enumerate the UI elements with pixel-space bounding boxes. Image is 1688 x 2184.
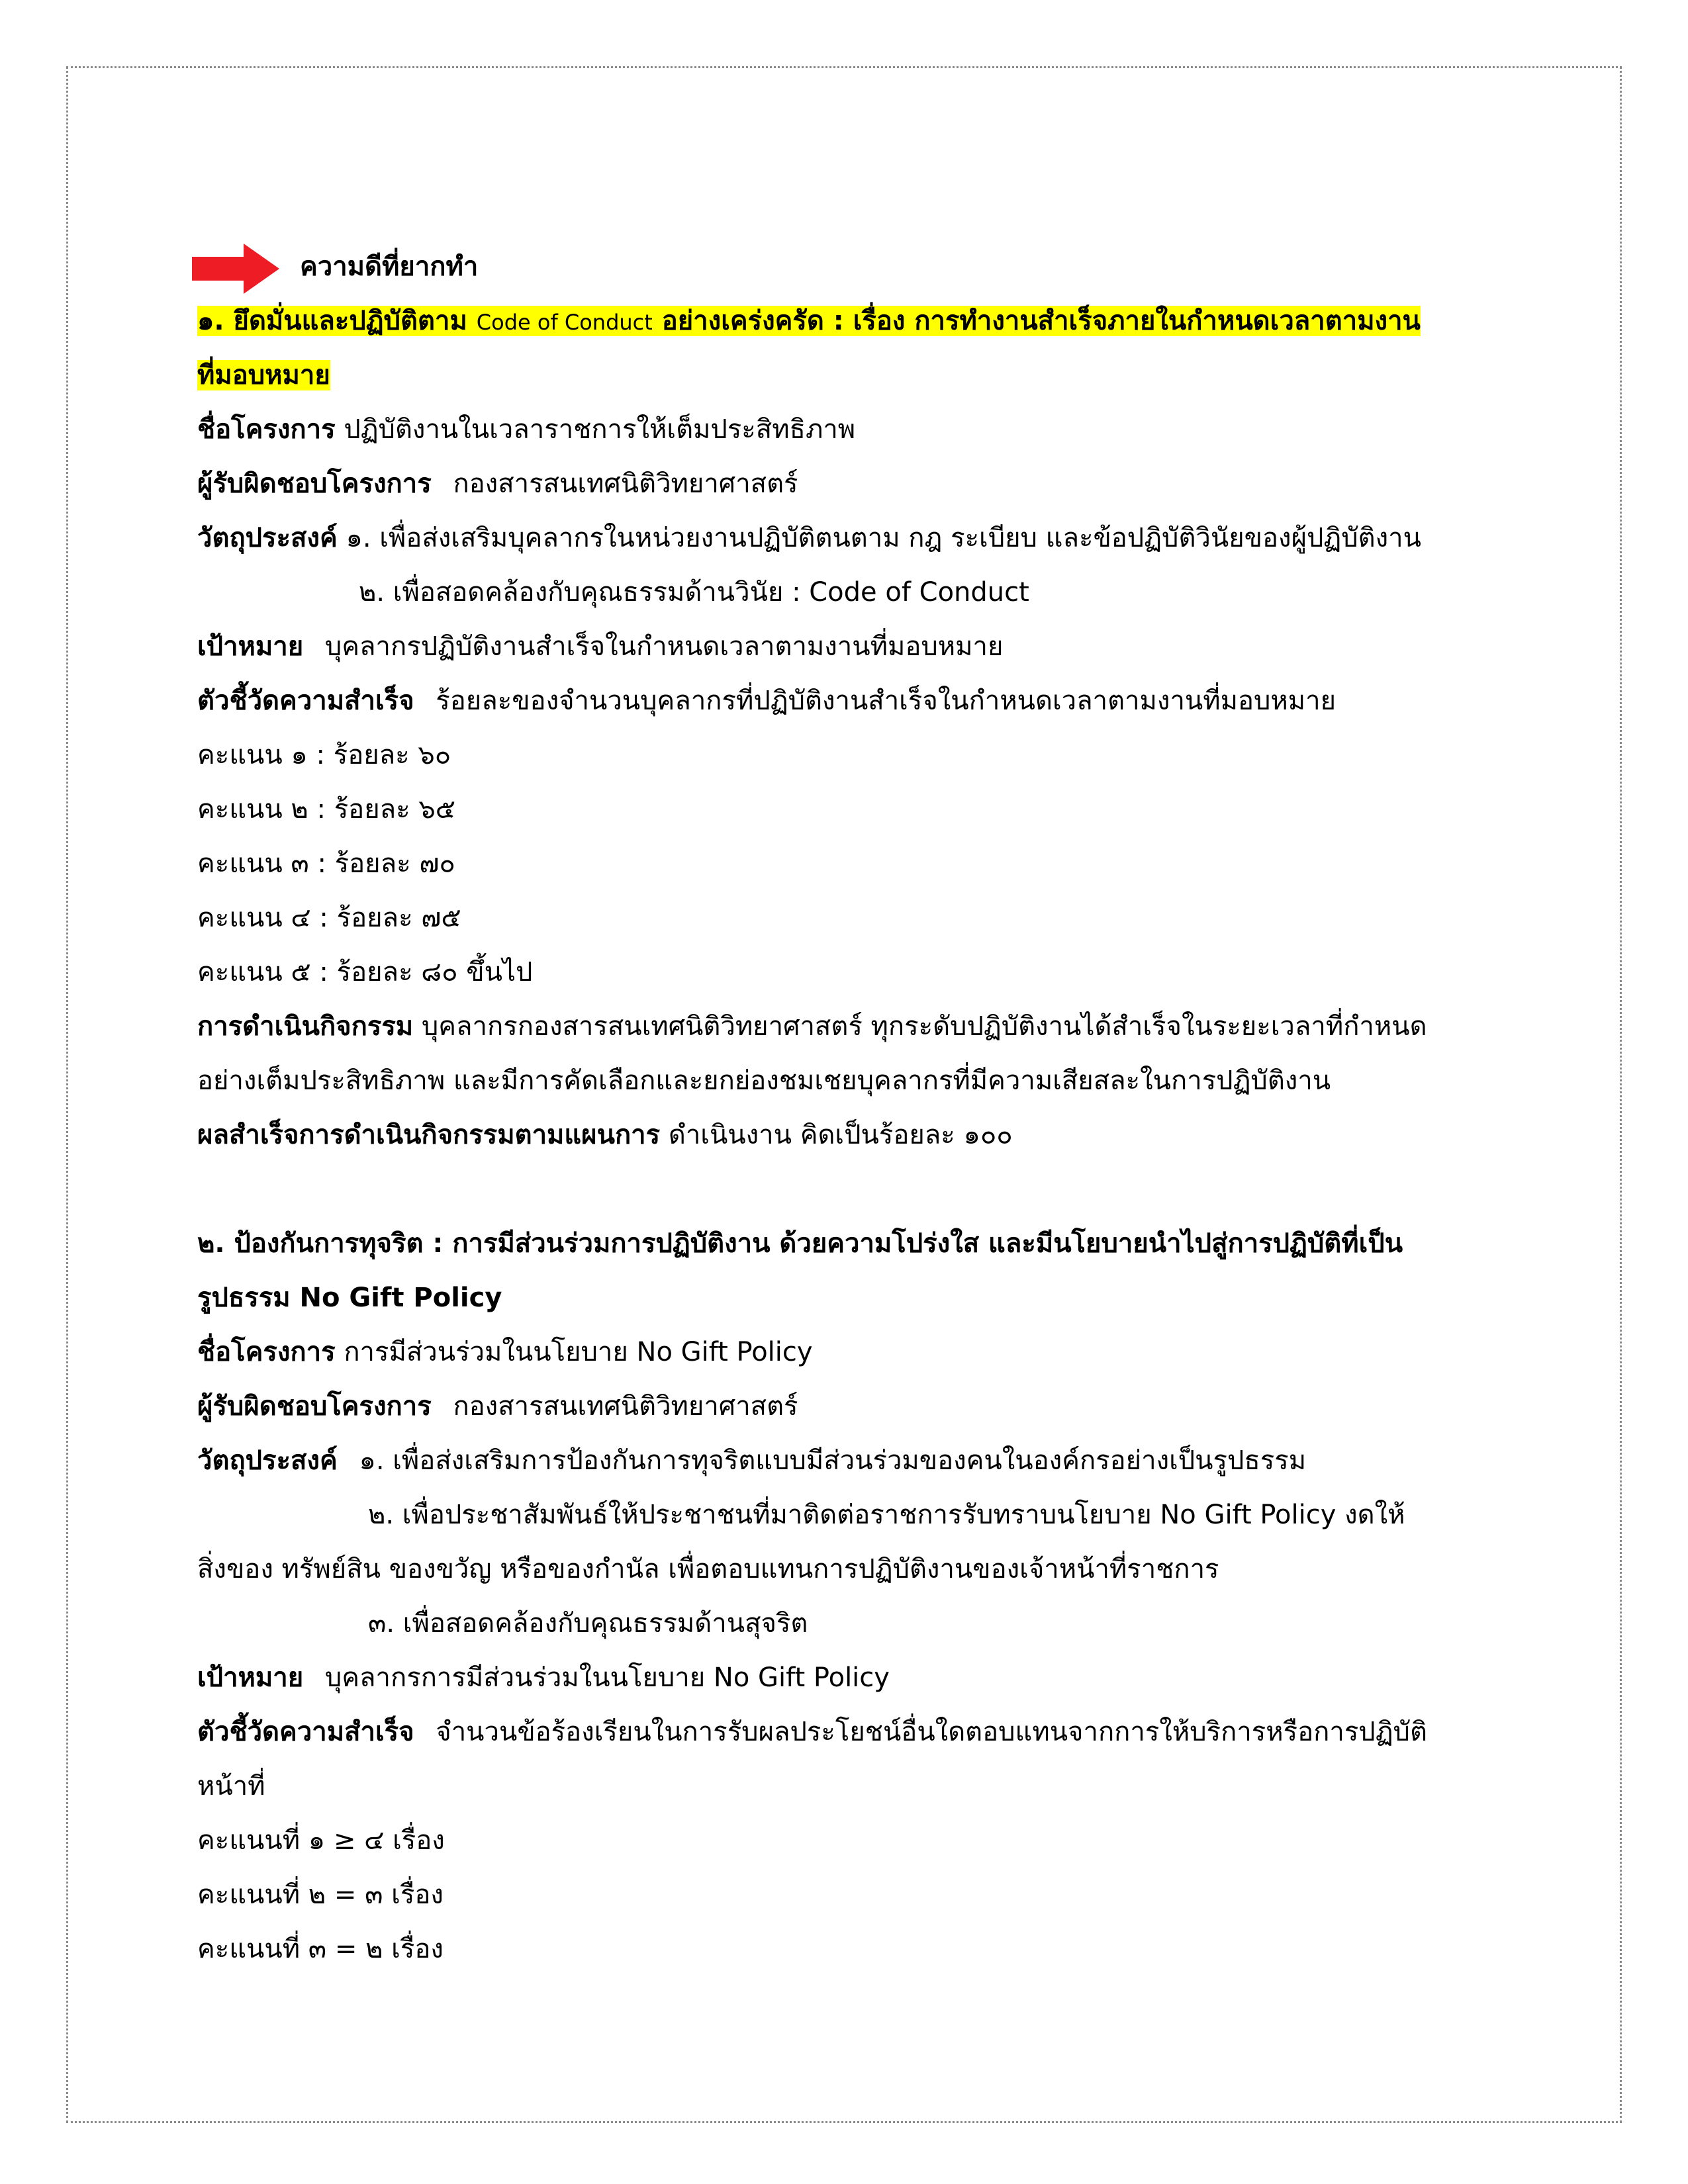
project-value: ปฏิบัติงานในเวลาราชการให้เต็มประสิทธิภาพ bbox=[344, 414, 856, 445]
section2-score-3: คะแนนที่ ๓ = ๒ เรื่อง bbox=[197, 1934, 444, 1964]
owner-label: ผู้รับผิดชอบโครงการ bbox=[197, 469, 432, 499]
kpi-label: ตัวชี้วัดความสำเร็จ bbox=[197, 1717, 414, 1747]
objective-item: ๑. เพื่อส่งเสริมบุคลากรในหน่วยงานปฏิบัติตนตาม กฎ ระเบียบ และข้อปฏิบัติวินัยของผู้ปฏิบัติงาน bbox=[346, 523, 1421, 553]
section2-objective-3 bbox=[197, 1596, 1495, 1651]
section2-kpi-line2: หน้าที่ bbox=[197, 1771, 265, 1801]
objective-item: ๒. เพื่อสอดคล้องกับคุณธรรมด้านวินัย : Code of Conduct bbox=[359, 577, 1029, 608]
section1-objective-2 bbox=[197, 565, 1495, 619]
objective-item: ๒. เพื่อประชาสัมพันธ์ให้ประชาชนที่มาติดต่อราชการรับทราบนโยบาย No Gift Policy งดให้ bbox=[368, 1500, 1405, 1530]
section1-score-4: คะแนน ๔ : ร้อยละ ๗๕ bbox=[197, 903, 461, 933]
objective-item: ๑. เพื่อส่งเสริมการป้องกันการทุจริตแบบมีส่วนร่วมของคนในองค์กรอย่างเป็นรูปธรรม bbox=[359, 1445, 1307, 1476]
section2-target bbox=[197, 1651, 1495, 1705]
section2-kpi-line1 bbox=[197, 1705, 1495, 1759]
section1-activity-line1 bbox=[197, 999, 1495, 1054]
target-label: เป้าหมาย bbox=[197, 631, 304, 662]
objective-label: วัตถุประสงค์ bbox=[197, 1445, 338, 1476]
section1-score-1: คะแนน ๑ : ร้อยละ ๖๐ bbox=[197, 740, 451, 770]
document-body bbox=[197, 240, 1495, 1976]
section1-title-part2: อย่างเคร่งครัด : เรื่อง การทำงานสำเร็จภายในกำหนดเวลาตามงาน bbox=[652, 306, 1421, 336]
section1-title-code: Code of Conduct bbox=[476, 310, 653, 335]
kpi-value: จำนวนข้อร้องเรียนในการรับผลประโยชน์อื่นใดตอบแทนจากการให้บริการหรือการปฏิบัติ bbox=[436, 1717, 1427, 1747]
section1-kpi bbox=[197, 674, 1495, 728]
target-label: เป้าหมาย bbox=[197, 1662, 304, 1693]
target-value: บุคลากรการมีส่วนร่วมในนโยบาย No Gift Policy bbox=[324, 1662, 890, 1693]
section-gap bbox=[197, 1162, 1495, 1216]
owner-value: กองสารสนเทศนิติวิทยาศาสตร์ bbox=[453, 469, 798, 499]
result-label: ผลสำเร็จการดำเนินกิจกรรมตามแผนการ bbox=[197, 1120, 661, 1150]
activity-value: บุคลากรกองสารสนเทศนิติวิทยาศาสตร์ ทุกระดับปฏิบัติงานได้สำเร็จในระยะเวลาที่กำหนด bbox=[421, 1011, 1427, 1042]
section1-score-2: คะแนน ๒ : ร้อยละ ๖๕ bbox=[197, 794, 456, 825]
section2-objective-2-line1 bbox=[197, 1488, 1495, 1542]
kpi-value: ร้อยละของจำนวนบุคลากรที่ปฏิบัติงานสำเร็จในกำหนดเวลาตามงานที่มอบหมาย bbox=[436, 686, 1336, 716]
section1-title-highlight bbox=[197, 306, 1421, 336]
section1-score-3: คะแนน ๓ : ร้อยละ ๗๐ bbox=[197, 848, 455, 879]
owner-value: กองสารสนเทศนิติวิทยาศาสตร์ bbox=[453, 1391, 798, 1422]
document-heading bbox=[197, 240, 1495, 294]
section2-score-1: คะแนนที่ ๑ ≥ ๔ เรื่อง bbox=[197, 1825, 445, 1856]
section2-title-line2: รูปธรรม No Gift Policy bbox=[197, 1283, 502, 1313]
section1-score-5: คะแนน ๕ : ร้อยละ ๘๐ ขึ้นไป bbox=[197, 957, 533, 987]
section1-owner bbox=[197, 457, 1495, 511]
section1-objective-1 bbox=[197, 511, 1495, 565]
objective-label: วัตถุประสงค์ bbox=[197, 523, 338, 553]
project-label: ชื่อโครงการ bbox=[197, 1337, 336, 1367]
section2-owner bbox=[197, 1379, 1495, 1433]
section2-objective-2-line2: สิ่งของ ทรัพย์สิน ของขวัญ หรือของกำนัล เพื่อตอบแทนการปฏิบัติงานของเจ้าหน้าที่ราชการ bbox=[197, 1554, 1219, 1584]
section2-score-2: คะแนนที่ ๒ = ๓ เรื่อง bbox=[197, 1880, 444, 1910]
kpi-label: ตัวชี้วัดความสำเร็จ bbox=[197, 686, 414, 716]
heading-text: ความดีที่ยากทำ bbox=[300, 251, 479, 282]
section1-target bbox=[197, 619, 1495, 674]
right-arrow-icon bbox=[192, 244, 279, 294]
section2-project bbox=[197, 1325, 1495, 1379]
section1-title-part1: ๑. ยึดมั่นและปฏิบัติตาม bbox=[197, 306, 477, 336]
section1-project bbox=[197, 402, 1495, 457]
section2-title-line1: ๒. ป้องกันการทุจริต : การมีส่วนร่วมการปฏิบัติงาน ด้วยความโปร่งใส และมีนโยบายนำไปสู่การปฏิบัติที่เป็น bbox=[197, 1228, 1403, 1259]
section1-title-line2-text: ที่มอบหมาย bbox=[197, 360, 330, 390]
result-value: ดำเนินงาน คิดเป็นร้อยละ ๑๐๐ bbox=[668, 1120, 1013, 1150]
owner-label: ผู้รับผิดชอบโครงการ bbox=[197, 1391, 432, 1422]
section2-objective-1 bbox=[197, 1433, 1495, 1488]
activity-label: การดำเนินกิจกรรม bbox=[197, 1011, 414, 1042]
section1-title-line1 bbox=[197, 294, 1495, 348]
project-value: การมีส่วนร่วมในนโยบาย No Gift Policy bbox=[344, 1337, 813, 1367]
objective-item: ๓. เพื่อสอดคล้องกับคุณธรรมด้านสุจริต bbox=[368, 1608, 808, 1639]
section1-activity-line2: อย่างเต็มประสิทธิภาพ และมีการคัดเลือกและยกย่องชมเชยบุคลากรที่มีความเสียสละในการปฏิบัติงาน bbox=[197, 1066, 1331, 1096]
target-value: บุคลากรปฏิบัติงานสำเร็จในกำหนดเวลาตามงานที่มอบหมาย bbox=[324, 631, 1004, 662]
project-label: ชื่อโครงการ bbox=[197, 414, 336, 445]
section1-result bbox=[197, 1108, 1495, 1162]
section1-title-line2 bbox=[197, 348, 1495, 402]
